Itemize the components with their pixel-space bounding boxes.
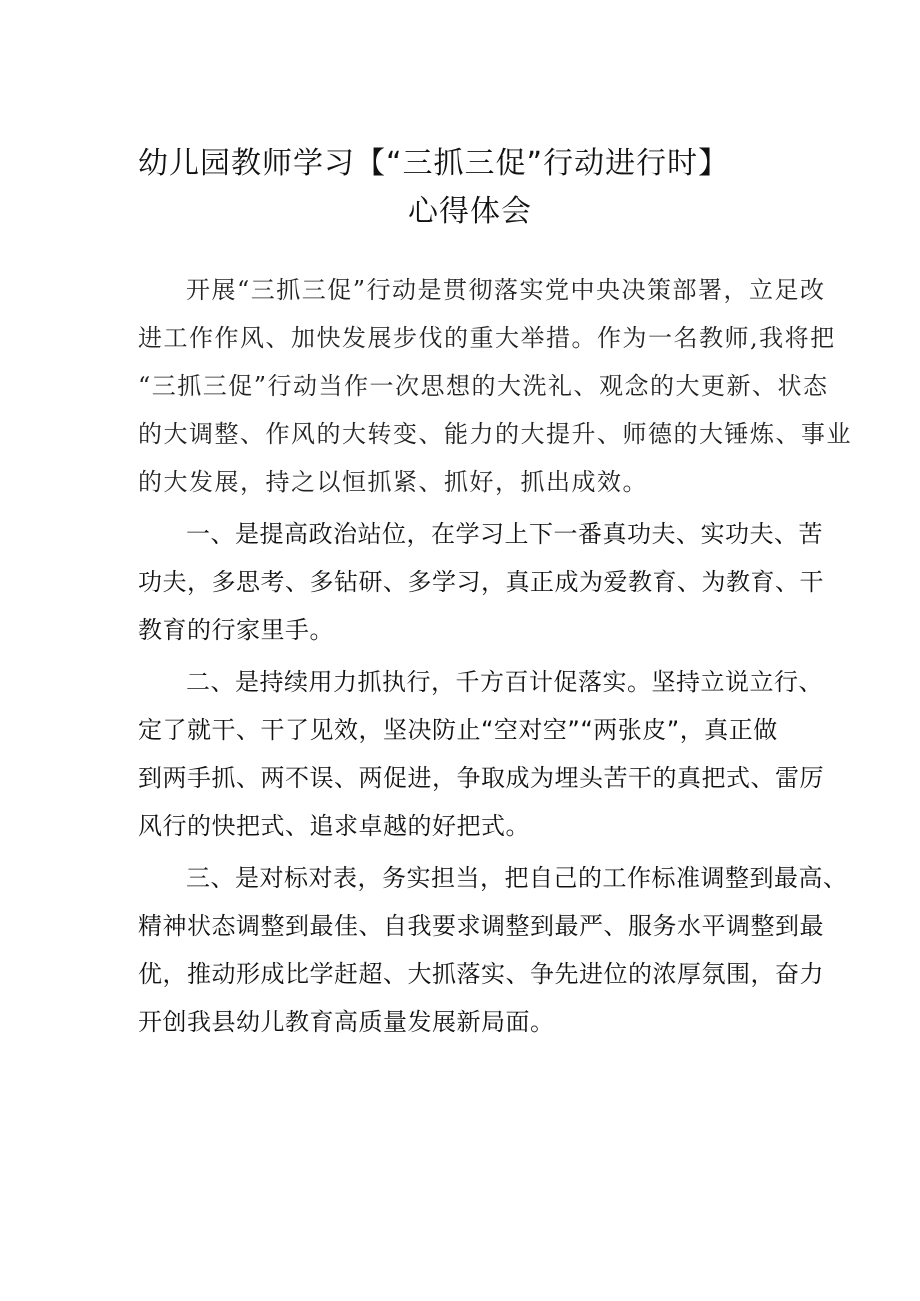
paragraph-line: 三、是对标对表，务实担当，把自己的工作标准调整到最高、	[186, 864, 848, 892]
paragraph-line: 开创我县幼儿教育高质量发展新局面。	[138, 1008, 555, 1036]
point-paragraph-2	[138, 658, 824, 850]
paragraph-line: 优，推动形成比学赶超、大抓落实、争先进位的浓厚氛围，奋力	[138, 960, 824, 988]
paragraph-line: 的大发展，持之以恒抓紧、抓好，抓出成效。	[138, 468, 648, 496]
paragraph-line: 开展“三抓三促”行动是贯彻落实党中央决策部署，立足改	[186, 276, 826, 304]
paragraph-line: 教育的行家里手。	[138, 616, 334, 644]
paragraph-line: 定了就干、干了见效，坚决防止“空对空”“两张皮”，真正做	[138, 716, 778, 744]
document-body	[138, 266, 852, 1046]
point-paragraph-1	[138, 510, 824, 654]
paragraph-line: “三抓三促”行动当作一次思想的大洗礼、观念的大更新、状态	[138, 372, 829, 400]
paragraph-line: 功夫，多思考、多钻研、多学习，真正成为爱教育、为教育、干	[138, 568, 824, 596]
document-title	[120, 140, 820, 236]
point-paragraph-3	[138, 854, 848, 1046]
title-line-1: 幼儿园教师学习【“三抓三促”行动进行时】	[138, 146, 730, 181]
intro-paragraph	[138, 266, 852, 506]
paragraph-line: 精神状态调整到最佳、自我要求调整到最严、服务水平调整到最	[138, 912, 824, 940]
paragraph-line: 一、是提高政治站位，在学习上下一番真功夫、实功夫、苦	[186, 520, 823, 548]
paragraph-line: 风行的快把式、追求卓越的好把式。	[138, 812, 530, 840]
paragraph-line: 二、是持续用力抓执行，千方百计促落实。坚持立说立行、	[186, 668, 823, 696]
paragraph-line: 到两手抓、两不误、两促进，争取成为埋头苦干的真把式、雷厉	[138, 764, 824, 792]
title-line-2: 心得体会	[408, 194, 532, 229]
paragraph-line: 的大调整、作风的大转变、能力的大提升、师德的大锤炼、事业	[138, 420, 852, 448]
paragraph-line: 进工作作风、加快发展步伐的重大举措。作为一名教师,我将把	[138, 324, 836, 352]
